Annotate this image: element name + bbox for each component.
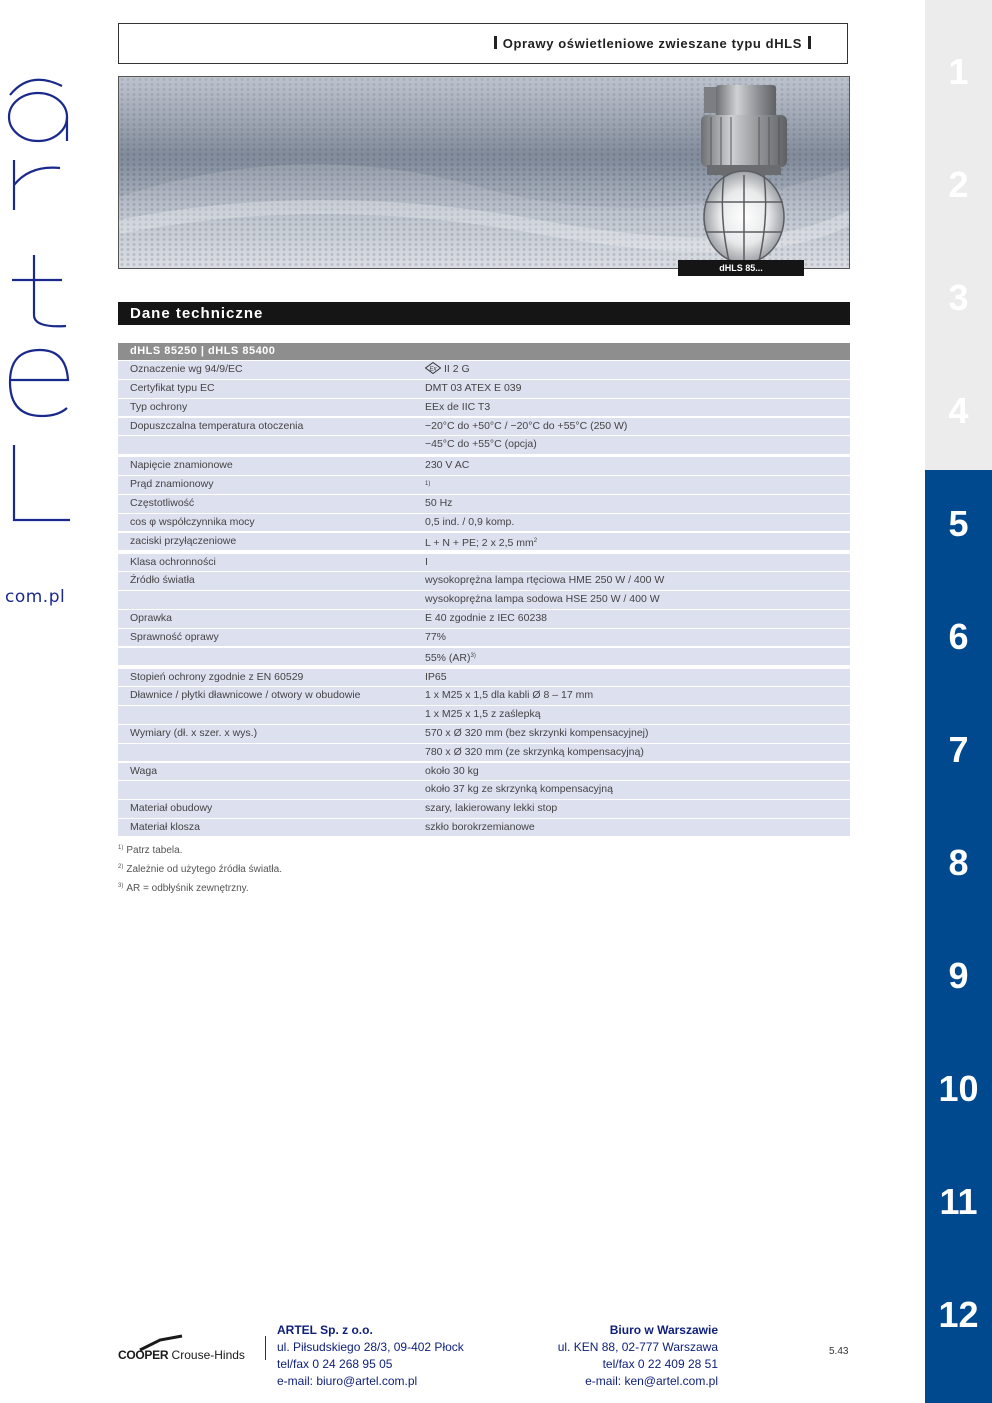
footnotes — [118, 845, 282, 902]
footer-phone-plock: tel/fax 0 24 268 95 05 — [277, 1357, 393, 1371]
table-row — [118, 744, 850, 762]
chapter-tab-4[interactable] — [925, 357, 992, 470]
row-label: Materiał obudowy — [130, 802, 213, 815]
row-value-text: I — [425, 555, 428, 568]
row-value — [425, 648, 476, 668]
row-label: Certyfikat typu EC — [130, 381, 215, 394]
row-label: Oznaczenie wg 94/9/EC — [130, 363, 243, 376]
banner-image — [119, 77, 850, 269]
chapter-tab-label: 5 — [948, 503, 969, 544]
row-value-text: około 37 kg ze skrzynką kompensacyjną — [425, 783, 613, 796]
table-row — [118, 476, 850, 494]
row-value — [425, 819, 535, 837]
row-value — [425, 495, 452, 513]
page-title-text: Oprawy oświetleniowe zwieszane typu dHLS — [502, 36, 802, 51]
section-title: Dane techniczne — [130, 305, 264, 322]
chapter-tab-label: 11 — [939, 1181, 978, 1222]
row-value-sup: 2 — [533, 537, 538, 544]
row-label: Źródło światła — [130, 574, 195, 587]
chapter-tab-7[interactable] — [925, 696, 992, 809]
row-value — [425, 669, 447, 687]
chapter-tab-label: 9 — [948, 955, 969, 996]
footer-address-warszawa: ul. KEN 88, 02-777 Warszawa — [557, 1340, 718, 1354]
cooper-logo-text — [118, 1348, 245, 1362]
tech-data-table — [118, 343, 850, 836]
row-label: Oprawka — [130, 611, 173, 624]
ex-mark-icon — [425, 362, 441, 374]
table-row — [118, 495, 850, 513]
table-row — [118, 763, 850, 781]
row-value-text: 1 x M25 x 1,5 z zaślepką — [425, 708, 541, 721]
footnote — [118, 883, 282, 902]
row-label: Materiał klosza — [130, 820, 201, 833]
row-value-text: szary, lakierowany lekki stop — [425, 802, 558, 815]
row-label: Częstotliwość — [130, 496, 195, 509]
row-value — [425, 687, 593, 705]
table-row — [118, 514, 850, 532]
row-value-text: 77% — [425, 630, 447, 643]
chapter-tab-label: 2 — [948, 164, 969, 205]
row-value — [425, 610, 547, 628]
table-row — [118, 725, 850, 743]
chapter-tab-label: 8 — [948, 842, 969, 883]
row-value-text: 50 Hz — [425, 496, 453, 509]
banner-caption: dHLS 85... — [678, 260, 804, 276]
row-label: zaciski przyłączeniowe — [130, 534, 237, 547]
chapter-tab-label: 6 — [948, 616, 969, 657]
table-header: dHLS 85250 | dHLS 85400 — [118, 343, 850, 360]
footnote-text: Zależnie od użytego źródła światła. — [126, 864, 282, 875]
row-value-text: DMT 03 ATEX E 039 — [425, 381, 522, 394]
table-row — [118, 687, 850, 705]
table-row — [118, 399, 850, 417]
logo-domain: com.pl — [5, 587, 66, 607]
row-value-text: EEx de IIC T3 — [425, 400, 491, 413]
chapter-tab-11[interactable] — [925, 1148, 992, 1261]
row-value-sup: 3) — [470, 652, 476, 659]
table-row — [118, 781, 850, 799]
table-row — [118, 418, 850, 436]
table-row — [118, 610, 850, 628]
chapter-tab-3[interactable] — [925, 244, 992, 357]
row-value-text: 230 V AC — [425, 459, 470, 472]
row-value — [425, 418, 627, 436]
chapter-tab-8[interactable] — [925, 809, 992, 922]
row-value-text: −20°C do +50°C / −20°C do +55°C (250 W) — [425, 419, 628, 432]
row-label: Dopuszczalna temperatura otoczenia — [130, 419, 304, 432]
row-value — [425, 476, 430, 496]
chapter-tab-label: 3 — [948, 277, 969, 318]
row-value — [425, 725, 649, 743]
row-label: Waga — [130, 764, 158, 777]
footnote-marker: 3) — [118, 883, 124, 889]
row-value-text: IP65 — [425, 670, 447, 683]
footnote — [118, 864, 282, 883]
footer-phone-warszawa: tel/fax 0 22 409 28 51 — [602, 1357, 718, 1371]
row-value-text: szkło borokrzemianowe — [425, 820, 535, 833]
table-row — [118, 533, 850, 551]
row-label: cos φ współczynnika mocy — [130, 515, 255, 528]
svg-text:Ex: Ex — [429, 366, 437, 373]
cooper-logo — [118, 1334, 263, 1364]
table-row — [118, 629, 850, 647]
row-value-text: 570 x Ø 320 mm (bez skrzynki kompensacyjnej) — [425, 726, 649, 739]
footer-divider — [265, 1336, 266, 1360]
table-row — [118, 706, 850, 724]
table-row — [118, 436, 850, 454]
row-label: Dławnice / płytki dławnicowe / otwory w obudowie — [130, 689, 361, 702]
table-row — [118, 648, 850, 666]
row-value-text: wysokoprężna lampa sodowa HSE 250 W / 400 W — [425, 593, 660, 606]
table-row — [118, 669, 850, 687]
row-value — [425, 763, 479, 781]
row-value — [425, 514, 514, 532]
lamp-illustration — [701, 85, 787, 263]
artel-logo-mark — [0, 60, 80, 530]
page-number: 5.43 — [829, 1346, 849, 1357]
row-value — [425, 533, 537, 553]
row-value-text: −45°C do +55°C (opcja) — [425, 438, 537, 451]
row-value — [425, 436, 537, 454]
footer-address-plock: ul. Piłsudskiego 28/3, 09-402 Płock — [277, 1340, 464, 1354]
row-label: Prąd znamionowy — [130, 478, 214, 491]
row-value-text: II 2 G — [444, 363, 470, 376]
title-bar-right — [808, 36, 811, 49]
artel-logo — [0, 60, 80, 607]
chapter-tab-label: 4 — [948, 390, 969, 431]
chapter-tab-9[interactable] — [925, 922, 992, 1035]
row-value — [425, 380, 522, 398]
chapter-tab-5[interactable] — [925, 470, 992, 583]
title-bar-left — [494, 36, 497, 49]
section-heading — [118, 302, 850, 325]
footnote — [118, 845, 282, 864]
row-value-text: E 40 zgodnie z IEC 60238 — [425, 611, 548, 624]
table-row — [118, 380, 850, 398]
row-value-text: 780 x Ø 320 mm (ze skrzynką kompensacyjną) — [425, 745, 644, 758]
row-value — [425, 800, 557, 818]
row-label: Napięcie znamionowe — [130, 459, 233, 472]
product-banner — [118, 76, 850, 269]
chapter-tab-10[interactable] — [925, 1035, 992, 1148]
row-value — [425, 706, 541, 724]
footer-office-warszawa — [558, 1322, 718, 1390]
table-row — [118, 800, 850, 818]
row-label: Klasa ochronności — [130, 555, 216, 568]
row-value-text: wysokoprężna lampa rtęciowa HME 250 W / 400 W — [425, 574, 665, 587]
table-row — [118, 572, 850, 590]
chapter-tab-label: 7 — [948, 729, 969, 770]
row-value — [425, 361, 470, 379]
page-title — [488, 36, 817, 51]
row-value — [425, 554, 428, 572]
footer-company: ARTEL Sp. z o.o. — [277, 1323, 373, 1337]
table-row — [118, 591, 850, 609]
row-value — [425, 629, 446, 647]
row-value-text: około 30 kg — [425, 764, 479, 777]
row-value-text: L + N + PE; 2 x 2,5 mm — [425, 536, 534, 549]
footnote-text: AR = odbłyśnik zewnętrzny. — [126, 883, 249, 894]
footnote-marker: 1) — [118, 845, 124, 851]
row-label: Wymiary (dł. x szer. x wys.) — [130, 726, 258, 739]
chapter-tab-label: 1 — [948, 51, 969, 92]
row-label: Sprawność oprawy — [130, 630, 219, 643]
row-value — [425, 744, 644, 762]
chapter-tab-12[interactable] — [925, 1261, 992, 1403]
row-label: Typ ochrony — [130, 400, 188, 413]
footer-email-warszawa[interactable]: e-mail: ken@artel.com.pl — [585, 1374, 718, 1388]
cooper-brand-rest: Crouse-Hinds — [168, 1348, 245, 1362]
row-value-text: 0,5 ind. / 0,9 komp. — [425, 515, 515, 528]
header-box — [118, 23, 848, 64]
cooper-brand-bold: COOPER — [118, 1348, 169, 1362]
row-value-text: 55% (AR) — [425, 651, 471, 664]
table-row — [118, 457, 850, 475]
footer-office-plock — [277, 1322, 464, 1390]
row-value-text: 1 x M25 x 1,5 dla kabli Ø 8 – 17 mm — [425, 689, 594, 702]
chapter-tab-1[interactable] — [925, 0, 992, 131]
row-value — [425, 457, 469, 475]
chapter-tab-2[interactable] — [925, 131, 992, 244]
chapter-tab-6[interactable] — [925, 583, 992, 696]
row-value — [425, 591, 660, 609]
footnote-marker: 2) — [118, 864, 124, 870]
row-value — [425, 572, 664, 590]
footer-email-plock[interactable]: e-mail: biuro@artel.com.pl — [277, 1374, 418, 1388]
row-label: Stopień ochrony zgodnie z EN 60529 — [130, 670, 304, 683]
table-row — [118, 554, 850, 572]
table-row — [118, 819, 850, 837]
table-row — [118, 361, 850, 379]
row-value-sup: 1) — [425, 481, 431, 488]
table-body — [118, 361, 850, 836]
row-value — [425, 781, 613, 799]
row-value — [425, 399, 490, 417]
chapter-tab-label: 10 — [938, 1068, 979, 1109]
chapter-tab-label: 12 — [938, 1294, 979, 1335]
footer-office-title: Biuro w Warszawie — [609, 1323, 718, 1337]
footnote-text: Patrz tabela. — [126, 845, 183, 856]
